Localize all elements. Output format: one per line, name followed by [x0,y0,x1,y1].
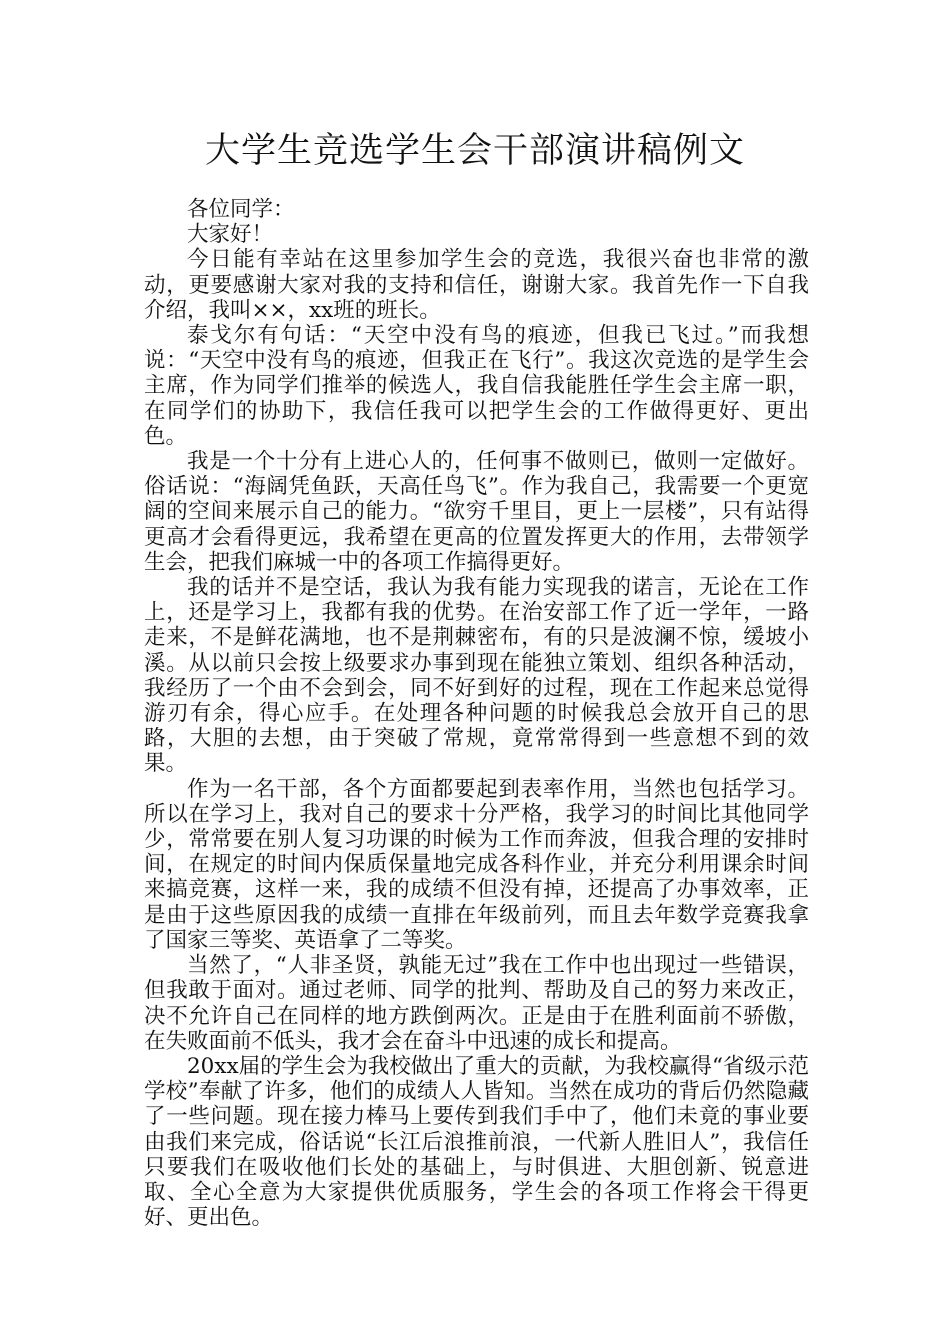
paragraph-intro: 今日能有幸站在这里参加学生会的竞选，我很兴奋也非常的激动，更要感谢大家对我的支持和信任，谢谢大家。我首先作一下自我介绍，我叫××，xx班的班长。 [144,247,809,323]
paragraph-conclusion: 20xx届的学生会为我校做出了重大的贡献，为我校赢得“省级示范学校”奉献了许多，他们的成绩人人皆知。当然在成功的背后仍然隐藏了一些问题。现在接力棒马上要传到我们手中了，他们未竟的事业要由我们来完成，俗话说“长江后浪推前浪，一代新人胜旧人”，我信任只要我们在吸收他们长处的基础上，与时俱进、大胆创新、锐意进取、全心全意为大家提供优质服务，学生会的各项工作将会干得更好、更出色。 [144,1053,809,1231]
document-title: 大学生竞选学生会干部演讲稿例文 [204,131,745,171]
document-body [144,197,809,1230]
paragraph-study: 作为一名干部，各个方面都要起到表率作用，当然也包括学习。所以在学习上，我对自己的要求十分严格，我学习的时间比其他同学少，常常要在别人复习功课的时候为工作而奔波，但我合理的安排时间，在规定的时间内保质保量地完成各科作业，并充分利用课余时间来搞竞赛，这样一来，我的成绩不但没有掉，还提高了办事效率，正是由于这些原因我的成绩一直排在年级前列，而且去年数学竞赛我拿了国家三等奖、英语拿了二等奖。 [144,776,809,953]
paragraph-tagore-quote: 泰戈尔有句话：“天空中没有鸟的痕迹，但我已飞过。”而我想说：“天空中没有鸟的痕迹，但我正在飞行”。我这次竞选的是学生会主席，作为同学们推举的候选人，我自信我能胜任学生会主席一职，在同学们的协助下，我信任我可以把学生会的工作做得更好、更出色。 [144,323,809,449]
paragraph-experience: 我的话并不是空话，我认为我有能力实现我的诺言，无论在工作上，还是学习上，我都有我的优势。在治安部工作了近一学年，一路走来，不是鲜花满地，也不是荆棘密布，有的只是波澜不惊，缓坡小溪。从以前只会按上级要求办事到现在能独立策划、组织各种活动，我经历了一个由不会到会，同不好到好的过程，现在工作起来总觉得游刃有余，得心应手。在处理各种问题的时候我总会放开自己的思路，大胆的去想，由于突破了常规，竟常常得到一些意想不到的效果。 [144,575,809,777]
paragraph-greeting: 各位同学： [187,197,295,222]
paragraph-ambition: 我是一个十分有上进心人的，任何事不做则已，做则一定做好。俗话说：“海阔凭鱼跃，天高任鸟飞”。作为我自己，我需要一个更宽阔的空间来展示自己的能力。“欲穷千里目，更上一层楼”，只有站得更高才会看得更远，我希望在更高的位置发挥更大的作用，去带领学生会，把我们麻城一中的各项工作搞得更好。 [144,449,809,575]
paragraph-mistakes: 当然了，“人非圣贤，孰能无过”我在工作中也出现过一些错误，但我敢于面对。通过老师、同学的批判、帮助及自己的努力来改正，决不允许自己在同样的地方跌倒两次。正是由于在胜利面前不骄傲，在失败面前不低头，我才会在奋斗中迅速的成长和提高。 [144,953,809,1054]
paragraph-hello: 大家好！ [187,222,274,248]
